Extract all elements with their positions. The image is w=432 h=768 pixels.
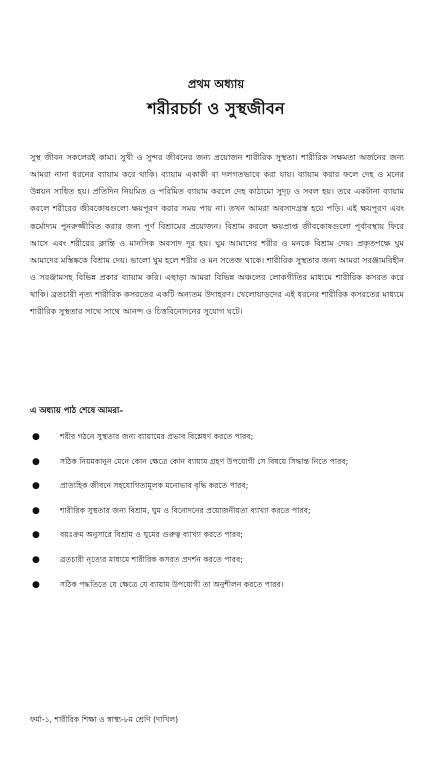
bullet-icon: ● (32, 481, 40, 492)
intro-paragraph: সুস্থ জীবন সকলেরই কাম্য। সুখী ও সুন্দর জীবনের জন্য প্রয়োজন শারীরিক সুস্থতা। শারীরিক সক্ষমতা অর্জনের জন্য আমরা নানা ধরনের ব্যায়াম করে থাকি। ব্যায়াম একাকী বা দলগতভাবে করা যায়। ব্যায়াম করার ফলে দেহ ও মনের উন্নয়ন সাধিত হয়। প্রতিদিন নিয়মিত ও পরিমিত ব্যায়াম করলে দেহ কাঠামো সুদৃঢ় ও সবল হয়। তবে একটানা ব্যায়াম করলে শরীরের জীবকোষগুলো ক্ষয়পূরণ করার সময় পায় না। তখন আমরা অবসাদগ্রস্ত হয়ে পড়ি। এই ক্ষয়পূরণ এবং কর্মোদ্যম পুনরুজ্জীবিত করার জন্য পূর্ণ বিশ্রামের প্রয়োজন। বিশ্রাম করলে ক্ষয়প্রাপ্ত জীবকোষগুলো পূর্বাবস্থায় ফিরে আসে এবং শরীরের ক্লান্তি ও মানসিক অবসাদ দূর হয়। ঘুম আমাদের শরীর ও মনকে বিশ্রাম দেয়। প্রকৃতপক্ষে ঘুম আমাদের মস্তিষ্ককে বিশ্রাম দেয়। ভালো ঘুম হলে শরীর ও মন সতেজ থাকে। শারীরিক সুস্থতার জন্য আমরা সরঞ্জামবিহীন ও সরঞ্জামসহ বিভিন্ন প্রকার ব্যায়াম করি। এছাড়া আমরা বিভিন্ন অঞ্চলের লোকগীতির মাধ্যমে শারীরিক কসরত করে থাকি। ব্রতচারী নৃত্য শারীরিক কসরতের একটি অন্যতম উদাহরণ। খেলোয়াড়দের এই ধরনের শারীরিক কসরতের মাধ্যমে শারীরিক সুস্থতার সাথে সাথে আনন্দ ও চিত্তবিনোদনের সুযোগ ঘটে। (30, 152, 404, 317)
chapter-title: শরীরচর্চা ও সুস্থজীবন (147, 99, 285, 118)
objective-text: সঠিক পদ্ধতিতে যে ক্ষেত্রে যে ব্যায়াম উপযোগী তা অনুশীলন করতে পারব। (60, 579, 284, 589)
chapter-number: প্রথম অধ্যায় (187, 77, 245, 91)
objective-item (30, 456, 410, 481)
objective-item (30, 480, 410, 505)
bullet-icon: ● (32, 505, 40, 516)
objectives-list (30, 431, 410, 603)
objective-item (30, 505, 410, 530)
objective-text: সঠিক নিয়মকানুন মেনে কোন ক্ষেত্রে কোন ব্যায়াম গ্রহণ উপযোগী সে বিষয়ে সিদ্ধান্ত নিতে পারব; (60, 456, 349, 466)
objectives-heading: এ অধ্যায় পাঠ শেষে আমরা– (30, 405, 124, 415)
objective-item (30, 431, 410, 456)
bullet-icon: ● (32, 554, 40, 565)
bullet-icon: ● (32, 432, 40, 442)
bullet-icon: ● (32, 530, 40, 541)
objective-text: শরীর গঠনে সুস্থতার জন্য ব্যায়ামের প্রভাব বিশ্লেষণ করতে পারব; (60, 432, 254, 441)
objective-item (30, 579, 410, 604)
objective-text: শারীরিক সুস্থতার জন্য বিশ্রাম, ঘুম ও বিনোদনের প্রয়োজনীয়তা ব্যাখ্যা করতে পারব; (60, 505, 311, 515)
objective-text: প্রাত্যহিক জীবনে সহযোগিতামূলক মনোভাব বৃদ্ধি করতে পারব; (60, 481, 249, 491)
objective-text: ব্রতচারী নৃত্যের মাধ্যমে শারীরিক কসরত প্রদর্শন করতে পারব; (60, 554, 243, 564)
bullet-icon: ● (32, 579, 40, 590)
objective-item (30, 529, 410, 554)
page-footer: ফর্মা-১, শারীরিক শিক্ষা ও স্বাস্থ্য-৮ম শ্রেণি (দাখিল) (30, 715, 179, 724)
bullet-icon: ● (32, 456, 40, 467)
objective-item (30, 554, 410, 579)
objective-text: বয়ঃক্রম অনুসারে বিশ্রাম ও ঘুমের গুরুত্ব ব্যাখ্যা করতে পারব; (60, 530, 244, 540)
